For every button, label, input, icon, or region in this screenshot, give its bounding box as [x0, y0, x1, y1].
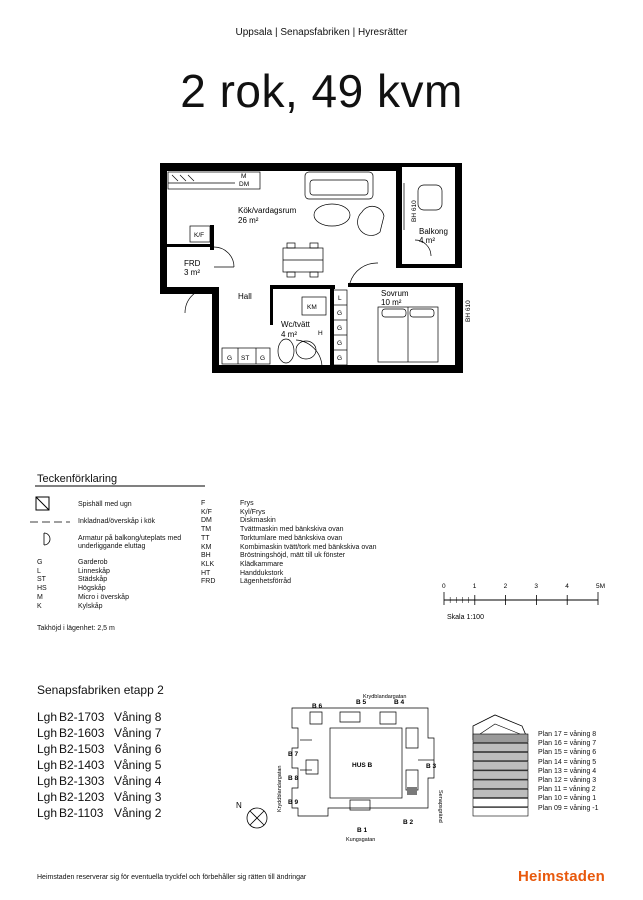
- unit-prefix: Lgh: [37, 758, 58, 772]
- bedroom-area-label: 10 m²: [381, 298, 402, 307]
- block-b7: B 7: [288, 751, 299, 758]
- unit-id: B2-1603: [59, 726, 105, 740]
- legend-code: FRD: [201, 578, 216, 586]
- unit-id: B2-1703: [59, 710, 105, 724]
- legend-title: Teckenförklaring: [37, 473, 118, 485]
- unit-prefix: Lgh: [37, 710, 58, 724]
- block-b6: B 6: [312, 703, 323, 710]
- plan-label: Plan 11 = våning 2: [538, 786, 596, 794]
- floor-band: [473, 743, 528, 751]
- scale-tick-label: 2: [503, 583, 508, 590]
- legend-description: Bröstningshöjd, mätt till uk fönster: [240, 552, 346, 560]
- scale-tick-label: 4: [565, 583, 569, 590]
- floor-band: [473, 780, 528, 788]
- block-b1: B 1: [357, 827, 368, 834]
- block-b2: B 2: [403, 819, 414, 826]
- disclaimer: Heimstaden reserverar sig för eventuella tryckfel och förbehåller sig rätten till ändringar: [37, 874, 307, 881]
- frd-area-label: 3 m²: [184, 268, 200, 277]
- plan-label: Plan 09 = våning -1: [538, 804, 599, 812]
- unit-prefix: Lgh: [37, 774, 58, 788]
- legend-code: K: [37, 602, 42, 610]
- floor-band: [473, 798, 528, 806]
- balcony-area-label: 4 m²: [419, 236, 435, 245]
- unit-row: [37, 805, 161, 821]
- unit-row: [37, 789, 161, 805]
- street-bottom: Kungsgatan: [346, 837, 376, 843]
- unit-prefix: Lgh: [37, 806, 58, 820]
- unit-id: B2-1403: [59, 758, 105, 772]
- legend-description: Garderob: [78, 559, 108, 566]
- hall-name-label: Hall: [238, 292, 252, 301]
- dishwasher-label: DM: [239, 181, 250, 188]
- block-b3: B 3: [426, 763, 437, 770]
- legend-code: L: [37, 567, 41, 575]
- legend-code: TM: [201, 526, 212, 534]
- legend-code: F: [201, 500, 206, 507]
- unit-floor: Våning 2: [114, 806, 162, 820]
- legend-symbol-stove: Spishäll med ugn: [78, 501, 132, 508]
- unit-list: [37, 709, 161, 821]
- legend-description: Högskåp: [78, 585, 106, 593]
- legend-code: TT: [201, 534, 210, 542]
- unit-floor: Våning 6: [114, 742, 162, 756]
- unit-floor: Våning 4: [114, 774, 162, 788]
- legend-description: Städskåp: [78, 576, 108, 584]
- unit-floor: Våning 5: [114, 758, 162, 772]
- scale-tick-label: 5M: [596, 583, 605, 590]
- legend-code: KM: [201, 543, 212, 551]
- compass-label: N: [236, 801, 242, 810]
- legend-description: Kombimaskin tvätt/tork med bänkskiva ovan: [240, 543, 377, 551]
- bedroom-name-label: Sovrum: [381, 289, 409, 298]
- scale-label: Skala 1:100: [447, 614, 484, 621]
- plan-label: Plan 17 = våning 8: [538, 731, 597, 738]
- unit-floor: Våning 8: [114, 710, 162, 724]
- legend-description: Kyl/Frys: [240, 508, 266, 516]
- street-left: Kryddblandargatan: [277, 765, 283, 812]
- plan-list: [538, 730, 599, 813]
- legend-description: Frys: [240, 500, 254, 507]
- plan-label: Plan 13 = våning 4: [538, 767, 597, 775]
- legend-description: Micro i överskåp: [78, 593, 129, 601]
- floor-band: [473, 762, 528, 770]
- legend-description: Handdukstork: [240, 569, 284, 577]
- legend-code: KLK: [201, 560, 215, 568]
- bedroom-closet-g3: G: [337, 340, 343, 347]
- apartment-title: 2 rok, 49 kvm: [180, 65, 463, 117]
- stove-icon: [35, 496, 51, 512]
- street-top: Krydblandargatan: [363, 694, 407, 700]
- site-plan: [228, 688, 443, 846]
- frd-name-label: FRD: [184, 259, 201, 268]
- balcony-name-label: Balkong: [419, 227, 448, 236]
- legend-code: ST: [37, 576, 46, 584]
- combi-machine-label: KM: [307, 304, 317, 311]
- legend-description: Diskmaskin: [240, 517, 276, 525]
- legend-code: K/F: [201, 508, 212, 516]
- plan-label: Plan 16 = våning 7: [538, 740, 597, 748]
- legend-description: Torktumlare med bänkskiva ovan: [240, 534, 343, 542]
- scale-bar: [435, 578, 605, 622]
- plan-label: Plan 15 = våning 6: [538, 749, 597, 757]
- floor-band: [473, 771, 528, 779]
- scale-tick-label: 0: [442, 583, 446, 590]
- legend-symbol-fixture: Armatur på balkong/uteplats med underliggande eluttag: [78, 535, 182, 550]
- micro-label: M: [241, 173, 247, 180]
- plan-label: Plan 12 = våning 3: [538, 776, 597, 784]
- legend-code: DM: [201, 517, 212, 525]
- ceiling-height: Takhöjd i lägenhet: 2,5 m: [37, 625, 115, 632]
- legend-code: HS: [37, 585, 47, 593]
- unit-id: B2-1303: [59, 774, 105, 788]
- unit-row: [37, 741, 161, 757]
- legend-code: G: [37, 559, 43, 566]
- legend-description: Klädkammare: [240, 560, 284, 568]
- unit-row: [37, 773, 161, 789]
- hall-closet-st: ST: [241, 355, 250, 362]
- legend-code: BH: [201, 552, 211, 560]
- floor-band: [473, 734, 528, 742]
- bedroom-closet-g1: G: [337, 310, 343, 317]
- unit-id: B2-1503: [59, 742, 105, 756]
- floor-band: [473, 752, 528, 760]
- scale-tick-label: 1: [472, 583, 477, 590]
- kitchen-area-label: 26 m²: [238, 216, 259, 225]
- bedroom-closet-g2: G: [337, 325, 343, 332]
- bh-label-balcony: BH 610: [411, 200, 418, 222]
- unit-floor: Våning 3: [114, 790, 162, 804]
- light-fixture-icon: [42, 532, 52, 546]
- plan-label: Plan 14 = våning 5: [538, 758, 597, 766]
- bath-area-label: 4 m²: [281, 330, 297, 339]
- legend-description: Lägenhetsförråd: [240, 578, 291, 586]
- scale-tick-label: 3: [534, 583, 539, 590]
- compass-icon: [247, 808, 267, 828]
- floor-band: [473, 789, 528, 797]
- floor-plan: [150, 155, 480, 380]
- highlighted-block-marker: [407, 787, 417, 795]
- bath-name-label: Wc/tvätt: [281, 320, 310, 329]
- legend-symbol-cabinet: Inkladnad/överskåp i kök: [78, 518, 156, 525]
- legend-code: HT: [201, 569, 211, 577]
- unit-row: [37, 725, 161, 741]
- block-b5: B 5: [356, 699, 367, 706]
- bedroom-closet-g4: G: [337, 355, 343, 362]
- unit-prefix: Lgh: [37, 742, 58, 756]
- bedroom-closet-l: L: [338, 295, 342, 302]
- cabinet-line-icon: [30, 519, 70, 525]
- unit-row: [37, 709, 161, 725]
- legend-description: Tvättmaskin med bänkskiva ovan: [240, 526, 344, 534]
- unit-prefix: Lgh: [37, 790, 58, 804]
- legend-description: Linneskåp: [78, 567, 110, 575]
- hall-closet-g1: G: [227, 355, 233, 362]
- street-right: Senapsgränd: [437, 790, 443, 823]
- fridge-freezer-label: K/F: [194, 232, 205, 239]
- legend-description: Kylskåp: [78, 602, 103, 610]
- hall-closet-g2: G: [260, 355, 266, 362]
- unit-row: [37, 757, 161, 773]
- units-title: Senapsfabriken etapp 2: [37, 683, 164, 697]
- unit-id: B2-1203: [59, 790, 105, 804]
- project-subtitle: Uppsala | Senapsfabriken | Hyresrätter: [235, 27, 408, 38]
- unit-floor: Våning 7: [114, 726, 162, 740]
- legend-divider: [35, 485, 205, 487]
- floor-band: [473, 808, 528, 816]
- unit-id: B2-1103: [59, 806, 104, 820]
- kitchen-name-label: Kök/vardagsrum: [238, 206, 297, 215]
- house-label: HUS B: [352, 762, 373, 769]
- plan-label: Plan 10 = våning 1: [538, 795, 597, 803]
- building-section: [470, 712, 532, 832]
- towel-dryer-label: H: [318, 330, 323, 337]
- legend-code: M: [37, 593, 43, 601]
- brand-logo: Heimstaden: [518, 868, 606, 885]
- unit-prefix: Lgh: [37, 726, 58, 740]
- block-b4: B 4: [394, 699, 405, 706]
- block-b8: B 8: [288, 775, 299, 782]
- block-b9: B 9: [288, 799, 299, 806]
- bh-label-bedroom: BH 610: [465, 300, 472, 322]
